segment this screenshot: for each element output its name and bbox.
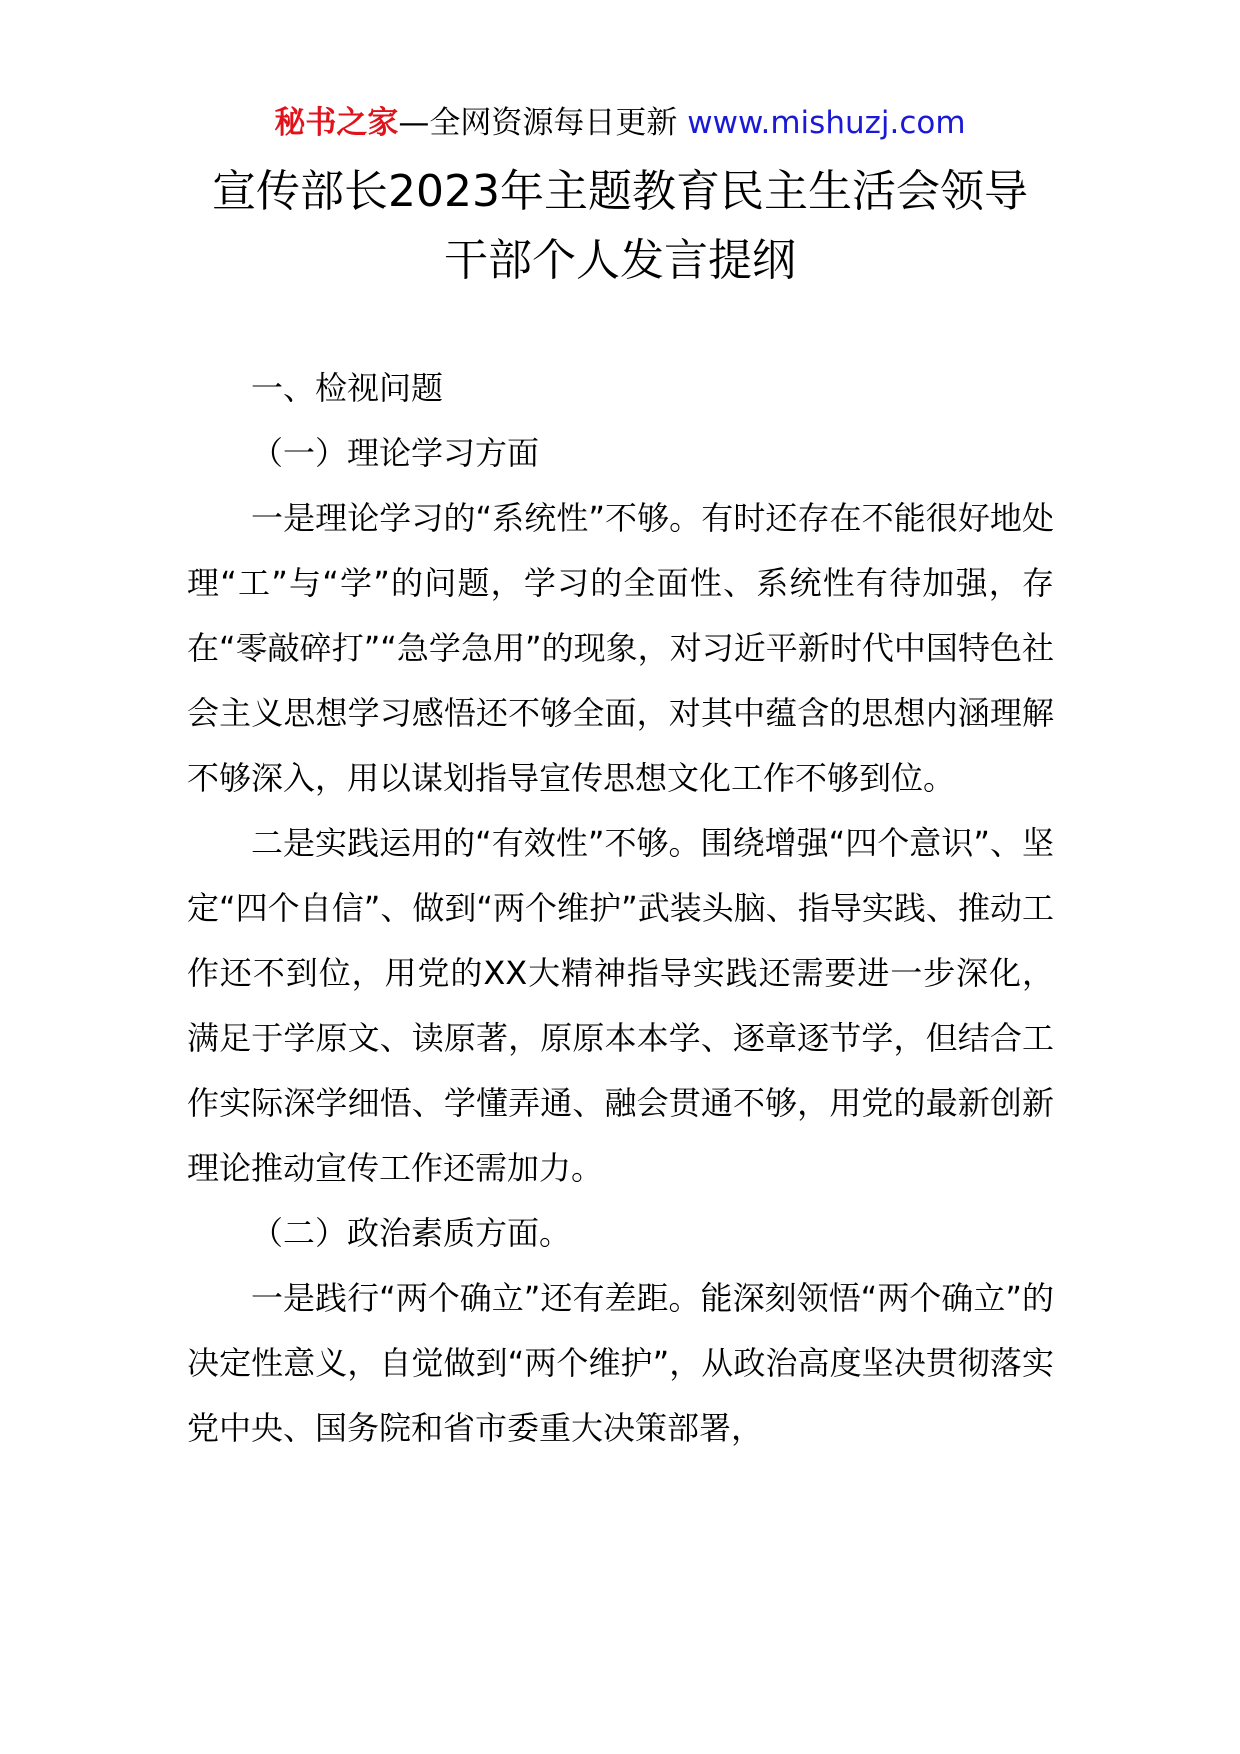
paragraph: 一是理论学习的“系统性”不够。有时还存在不能很好地处理“工”与“学”的问题，学习的全面性、系统性有待加强，存在“零敲碎打”“急学急用”的现象，对习近平新时代中国特色社会主义思想学习感悟还不够全面，对其中蕴含的思想内涵理解不够深入，用以谋划指导宣传思想文化工作不够到位。 <box>187 499 1054 797</box>
paragraph: 二是实践运用的“有效性”不够。围绕增强“四个意识”、坚定“四个自信”、做到“两个维护”武装头脑、指导实践、推动工作还不到位，用党的XX大精神指导实践还需要进一步深化，满足于学原文、读原著，原原本本学、逐章逐节学，但结合工作实际深学细悟、学懂弄通、融会贯通不够，用党的最新创新理论推动宣传工作还需加力。 <box>187 824 1054 1187</box>
site-brand: 秘书之家 <box>274 105 399 141</box>
subsection-heading: （二）政治素质方面。 <box>251 1214 572 1252</box>
document-title-line-2: 干部个人发言提纲 <box>444 235 796 286</box>
section-heading: 一、检视问题 <box>251 369 444 407</box>
paragraph: 一是践行“两个确立”还有差距。能深刻领悟“两个确立”的决定性意义，自觉做到“两个维护”，从政治高度坚决贯彻落实党中央、国务院和省市委重大决策部署， <box>187 1279 1054 1447</box>
site-tagline: —全网资源每日更新 <box>398 105 678 141</box>
site-url-link[interactable]: www.mishuzj.com <box>687 105 966 141</box>
document-title-line-1: 宣传部长2023年主题教育民主生活会领导 <box>212 166 1028 217</box>
document-body <box>187 356 1054 1461</box>
subsection-heading: （一）理论学习方面 <box>251 434 540 472</box>
site-header <box>0 103 1240 143</box>
